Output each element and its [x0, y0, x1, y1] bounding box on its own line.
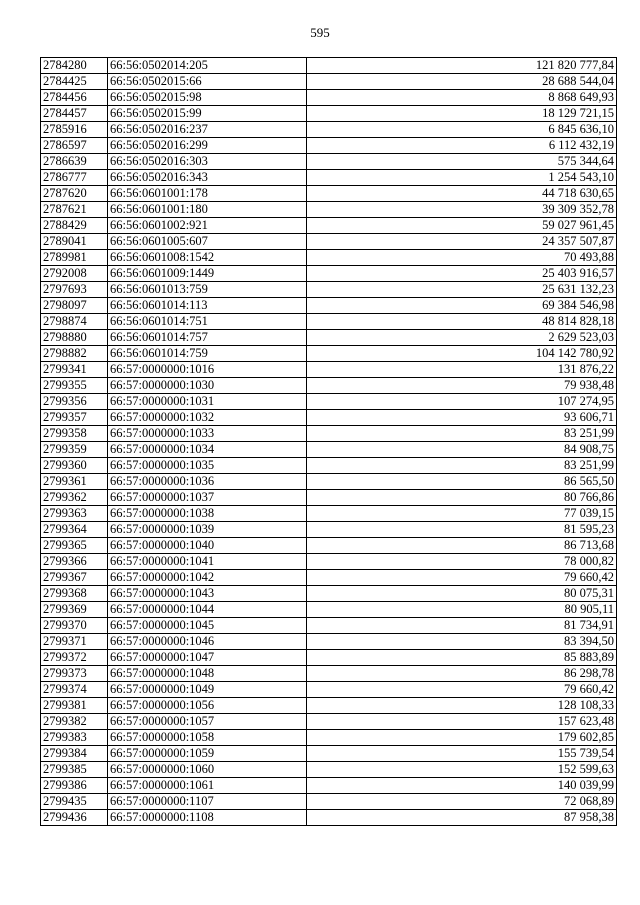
value-cell: 83 251,99 — [307, 426, 617, 442]
cadastral-number-cell: 66:57:0000000:1058 — [108, 730, 307, 746]
cadastral-number-cell: 66:57:0000000:1032 — [108, 410, 307, 426]
cadastral-number-cell: 66:57:0000000:1049 — [108, 682, 307, 698]
table-row — [41, 458, 617, 474]
cadastral-number-cell: 66:57:0000000:1040 — [108, 538, 307, 554]
value-cell: 155 739,54 — [307, 746, 617, 762]
record-id-cell: 2784280 — [41, 58, 108, 74]
cadastral-number-cell: 66:57:0000000:1060 — [108, 762, 307, 778]
record-id-cell: 2799436 — [41, 810, 108, 826]
table-row — [41, 762, 617, 778]
value-cell: 28 688 544,04 — [307, 74, 617, 90]
cadastral-number-cell: 66:56:0502016:343 — [108, 170, 307, 186]
record-id-cell: 2798882 — [41, 346, 108, 362]
cadastral-number-cell: 66:56:0601005:607 — [108, 234, 307, 250]
value-cell: 48 814 828,18 — [307, 314, 617, 330]
value-cell: 107 274,95 — [307, 394, 617, 410]
record-id-cell: 2799369 — [41, 602, 108, 618]
table-row — [41, 618, 617, 634]
table-row — [41, 778, 617, 794]
cadastral-number-cell: 66:57:0000000:1038 — [108, 506, 307, 522]
value-cell: 8 868 649,93 — [307, 90, 617, 106]
record-id-cell: 2799383 — [41, 730, 108, 746]
cadastral-number-cell: 66:57:0000000:1044 — [108, 602, 307, 618]
record-id-cell: 2799357 — [41, 410, 108, 426]
cadastral-number-cell: 66:57:0000000:1107 — [108, 794, 307, 810]
value-cell: 85 883,89 — [307, 650, 617, 666]
record-id-cell: 2798097 — [41, 298, 108, 314]
record-id-cell: 2787620 — [41, 186, 108, 202]
value-cell: 104 142 780,92 — [307, 346, 617, 362]
value-cell: 86 298,78 — [307, 666, 617, 682]
value-cell: 18 129 721,15 — [307, 106, 617, 122]
cadastral-number-cell: 66:56:0601002:921 — [108, 218, 307, 234]
cadastral-number-cell: 66:57:0000000:1042 — [108, 570, 307, 586]
table-row — [41, 266, 617, 282]
record-id-cell: 2789041 — [41, 234, 108, 250]
cadastral-number-cell: 66:57:0000000:1037 — [108, 490, 307, 506]
table-row — [41, 298, 617, 314]
record-id-cell: 2799355 — [41, 378, 108, 394]
value-cell: 140 039,99 — [307, 778, 617, 794]
value-cell: 83 394,50 — [307, 634, 617, 650]
record-id-cell: 2799374 — [41, 682, 108, 698]
value-cell: 80 075,31 — [307, 586, 617, 602]
record-id-cell: 2799365 — [41, 538, 108, 554]
table-row — [41, 138, 617, 154]
table-row — [41, 426, 617, 442]
record-id-cell: 2798880 — [41, 330, 108, 346]
record-id-cell: 2799362 — [41, 490, 108, 506]
table-row — [41, 570, 617, 586]
cadastral-number-cell: 66:57:0000000:1031 — [108, 394, 307, 410]
record-id-cell: 2799341 — [41, 362, 108, 378]
table-row — [41, 522, 617, 538]
table-row — [41, 554, 617, 570]
value-cell: 152 599,63 — [307, 762, 617, 778]
table-row — [41, 506, 617, 522]
record-id-cell: 2799373 — [41, 666, 108, 682]
value-cell: 84 908,75 — [307, 442, 617, 458]
cadastral-number-cell: 66:57:0000000:1048 — [108, 666, 307, 682]
value-cell: 79 938,48 — [307, 378, 617, 394]
record-id-cell: 2787621 — [41, 202, 108, 218]
record-id-cell: 2785916 — [41, 122, 108, 138]
table-row — [41, 74, 617, 90]
cadastral-number-cell: 66:57:0000000:1061 — [108, 778, 307, 794]
value-cell: 128 108,33 — [307, 698, 617, 714]
value-cell: 72 068,89 — [307, 794, 617, 810]
cadastral-number-cell: 66:57:0000000:1033 — [108, 426, 307, 442]
table-row — [41, 154, 617, 170]
table-row — [41, 442, 617, 458]
record-id-cell: 2784425 — [41, 74, 108, 90]
table-row — [41, 634, 617, 650]
record-id-cell: 2788429 — [41, 218, 108, 234]
value-cell: 25 631 132,23 — [307, 282, 617, 298]
value-cell: 93 606,71 — [307, 410, 617, 426]
table-row — [41, 346, 617, 362]
value-cell: 86 713,68 — [307, 538, 617, 554]
value-cell: 80 905,11 — [307, 602, 617, 618]
table-row — [41, 474, 617, 490]
value-cell: 79 660,42 — [307, 570, 617, 586]
value-cell: 77 039,15 — [307, 506, 617, 522]
record-id-cell: 2799382 — [41, 714, 108, 730]
table-row — [41, 186, 617, 202]
table-row — [41, 314, 617, 330]
value-cell: 70 493,88 — [307, 250, 617, 266]
record-id-cell: 2789981 — [41, 250, 108, 266]
value-cell: 6 845 636,10 — [307, 122, 617, 138]
value-cell: 81 595,23 — [307, 522, 617, 538]
value-cell: 24 357 507,87 — [307, 234, 617, 250]
cadastral-number-cell: 66:56:0601001:178 — [108, 186, 307, 202]
registry-table-body — [41, 58, 617, 826]
page-number: 595 — [310, 25, 330, 40]
cadastral-number-cell: 66:56:0601014:751 — [108, 314, 307, 330]
cadastral-number-cell: 66:56:0502016:303 — [108, 154, 307, 170]
table-row — [41, 410, 617, 426]
cadastral-number-cell: 66:57:0000000:1108 — [108, 810, 307, 826]
table-row — [41, 202, 617, 218]
record-id-cell: 2799381 — [41, 698, 108, 714]
cadastral-number-cell: 66:57:0000000:1036 — [108, 474, 307, 490]
value-cell: 6 112 432,19 — [307, 138, 617, 154]
cadastral-number-cell: 66:57:0000000:1039 — [108, 522, 307, 538]
table-row — [41, 602, 617, 618]
cadastral-number-cell: 66:57:0000000:1046 — [108, 634, 307, 650]
registry-table — [40, 57, 617, 826]
table-row — [41, 90, 617, 106]
table-row — [41, 698, 617, 714]
table-row — [41, 666, 617, 682]
value-cell: 86 565,50 — [307, 474, 617, 490]
value-cell: 179 602,85 — [307, 730, 617, 746]
cadastral-number-cell: 66:57:0000000:1041 — [108, 554, 307, 570]
table-row — [41, 106, 617, 122]
cadastral-number-cell: 66:56:0502016:237 — [108, 122, 307, 138]
table-row — [41, 538, 617, 554]
cadastral-number-cell: 66:56:0502014:205 — [108, 58, 307, 74]
cadastral-number-cell: 66:57:0000000:1034 — [108, 442, 307, 458]
cadastral-number-cell: 66:56:0502015:99 — [108, 106, 307, 122]
cadastral-number-cell: 66:57:0000000:1043 — [108, 586, 307, 602]
cadastral-number-cell: 66:56:0502015:98 — [108, 90, 307, 106]
record-id-cell: 2799366 — [41, 554, 108, 570]
cadastral-number-cell: 66:56:0502015:66 — [108, 74, 307, 90]
table-row — [41, 122, 617, 138]
cadastral-number-cell: 66:57:0000000:1056 — [108, 698, 307, 714]
table-row — [41, 490, 617, 506]
value-cell: 78 000,82 — [307, 554, 617, 570]
record-id-cell: 2799359 — [41, 442, 108, 458]
record-id-cell: 2797693 — [41, 282, 108, 298]
table-row — [41, 794, 617, 810]
record-id-cell: 2799364 — [41, 522, 108, 538]
value-cell: 69 384 546,98 — [307, 298, 617, 314]
table-row — [41, 234, 617, 250]
record-id-cell: 2798874 — [41, 314, 108, 330]
table-row — [41, 218, 617, 234]
value-cell: 25 403 916,57 — [307, 266, 617, 282]
value-cell: 39 309 352,78 — [307, 202, 617, 218]
value-cell: 83 251,99 — [307, 458, 617, 474]
value-cell: 121 820 777,84 — [307, 58, 617, 74]
record-id-cell: 2799385 — [41, 762, 108, 778]
cadastral-number-cell: 66:56:0601013:759 — [108, 282, 307, 298]
table-row — [41, 378, 617, 394]
cadastral-number-cell: 66:57:0000000:1035 — [108, 458, 307, 474]
cadastral-number-cell: 66:57:0000000:1059 — [108, 746, 307, 762]
table-row — [41, 746, 617, 762]
record-id-cell: 2784456 — [41, 90, 108, 106]
record-id-cell: 2786639 — [41, 154, 108, 170]
value-cell: 44 718 630,65 — [307, 186, 617, 202]
record-id-cell: 2799368 — [41, 586, 108, 602]
record-id-cell: 2799435 — [41, 794, 108, 810]
cadastral-number-cell: 66:57:0000000:1057 — [108, 714, 307, 730]
table-row — [41, 810, 617, 826]
table-row — [41, 362, 617, 378]
record-id-cell: 2792008 — [41, 266, 108, 282]
value-cell: 59 027 961,45 — [307, 218, 617, 234]
table-row — [41, 282, 617, 298]
value-cell: 1 254 543,10 — [307, 170, 617, 186]
record-id-cell: 2799384 — [41, 746, 108, 762]
value-cell: 80 766,86 — [307, 490, 617, 506]
cadastral-number-cell: 66:56:0502016:299 — [108, 138, 307, 154]
value-cell: 157 623,48 — [307, 714, 617, 730]
record-id-cell: 2784457 — [41, 106, 108, 122]
record-id-cell: 2799358 — [41, 426, 108, 442]
record-id-cell: 2799361 — [41, 474, 108, 490]
value-cell: 575 344,64 — [307, 154, 617, 170]
cadastral-number-cell: 66:57:0000000:1030 — [108, 378, 307, 394]
record-id-cell: 2799386 — [41, 778, 108, 794]
table-row — [41, 682, 617, 698]
value-cell: 79 660,42 — [307, 682, 617, 698]
record-id-cell: 2786597 — [41, 138, 108, 154]
table-row — [41, 394, 617, 410]
cadastral-number-cell: 66:56:0601009:1449 — [108, 266, 307, 282]
value-cell: 131 876,22 — [307, 362, 617, 378]
table-row — [41, 730, 617, 746]
cadastral-number-cell: 66:56:0601014:113 — [108, 298, 307, 314]
cadastral-number-cell: 66:57:0000000:1047 — [108, 650, 307, 666]
table-row — [41, 330, 617, 346]
record-id-cell: 2799372 — [41, 650, 108, 666]
table-row — [41, 170, 617, 186]
record-id-cell: 2799363 — [41, 506, 108, 522]
cadastral-number-cell: 66:56:0601008:1542 — [108, 250, 307, 266]
cadastral-number-cell: 66:56:0601014:759 — [108, 346, 307, 362]
record-id-cell: 2799360 — [41, 458, 108, 474]
value-cell: 2 629 523,03 — [307, 330, 617, 346]
cadastral-number-cell: 66:56:0601014:757 — [108, 330, 307, 346]
record-id-cell: 2799371 — [41, 634, 108, 650]
value-cell: 81 734,91 — [307, 618, 617, 634]
table-row — [41, 586, 617, 602]
record-id-cell: 2786777 — [41, 170, 108, 186]
cadastral-number-cell: 66:57:0000000:1045 — [108, 618, 307, 634]
cadastral-number-cell: 66:57:0000000:1016 — [108, 362, 307, 378]
cadastral-number-cell: 66:56:0601001:180 — [108, 202, 307, 218]
value-cell: 87 958,38 — [307, 810, 617, 826]
table-row — [41, 650, 617, 666]
table-row — [41, 58, 617, 74]
record-id-cell: 2799367 — [41, 570, 108, 586]
record-id-cell: 2799356 — [41, 394, 108, 410]
record-id-cell: 2799370 — [41, 618, 108, 634]
table-row — [41, 250, 617, 266]
table-row — [41, 714, 617, 730]
